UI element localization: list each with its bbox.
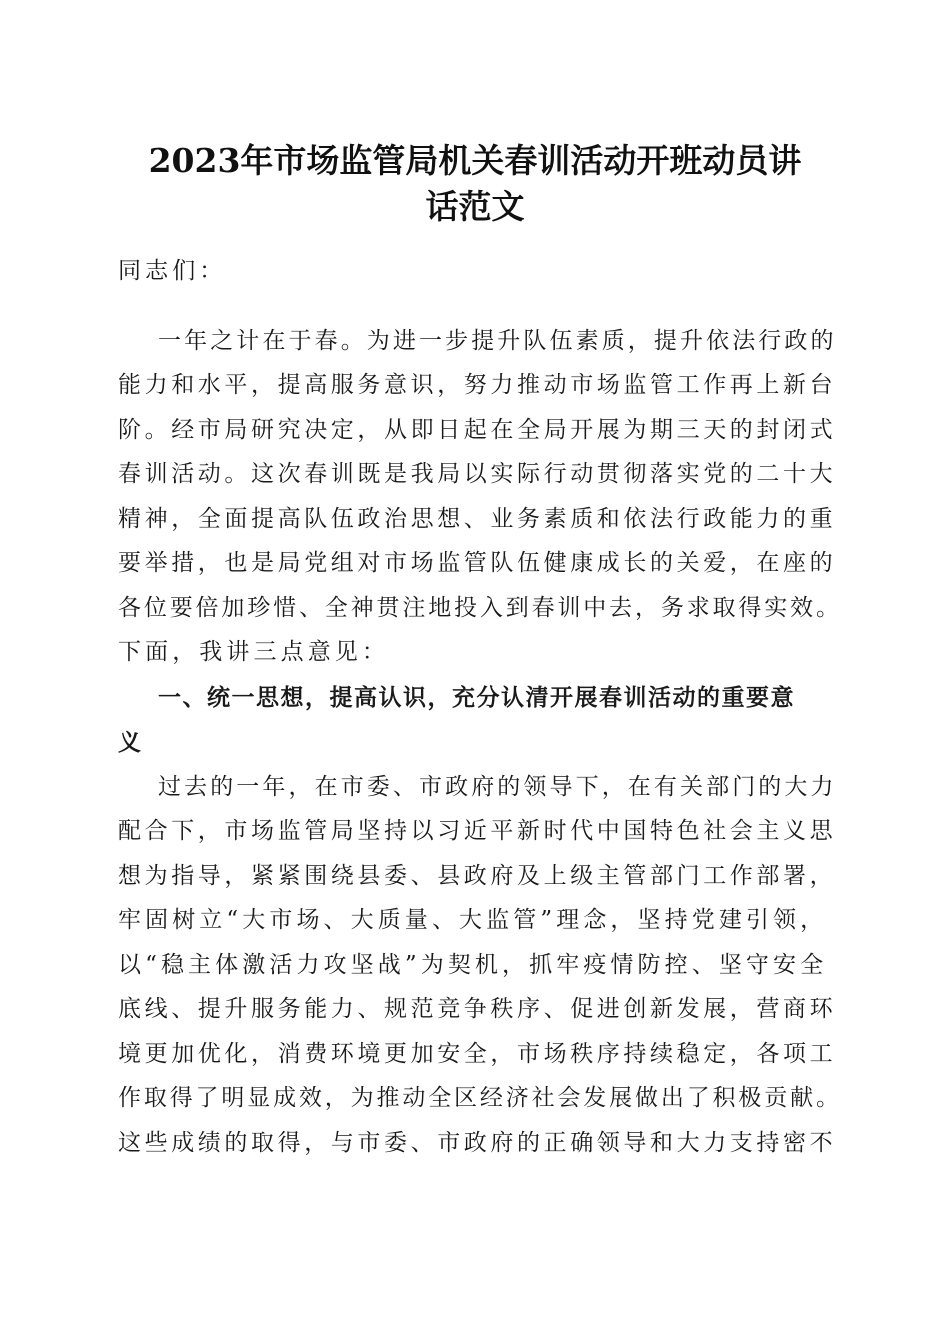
paragraph-1-line-5: 精神，全面提高队伍政治思想、业务素质和依法行政能力的重 (118, 506, 837, 532)
section-heading-1-line-1: 一、统一思想，提高认识，充分认清开展春训活动的重要意 (158, 685, 795, 711)
paragraph-1-line-2: 能力和水平，提高服务意识，努力推动市场监管工作再上新台 (118, 372, 837, 398)
paragraph-1-line-7: 各位要倍加珍惜、全神贯注地投入到春训中去，务求取得实效。 (118, 595, 842, 621)
paragraph-2-line-7: 境更加优化，消费环境更加安全，市场秩序持续稳定，各项工 (118, 1041, 837, 1067)
section-heading-1-line-2: 义 (118, 730, 143, 756)
paragraph-2-line-9: 这些成绩的取得，与市委、市政府的正确领导和大力支持密不 (118, 1130, 837, 1156)
paragraph-2-line-5: 以“稳主体激活力攻坚战”为契机，抓牢疫情防控、坚守安全 (118, 952, 828, 978)
paragraph-1-line-4: 春训活动。这次春训既是我局以实际行动贯彻落实党的二十大 (118, 461, 837, 487)
paragraph-2-line-1: 过去的一年，在市委、市政府的领导下，在有关部门的大力 (158, 774, 837, 800)
paragraph-1-line-3: 阶。经市局研究决定，从即日起在全局开展为期三天的封闭式 (118, 417, 837, 443)
paragraph-2-line-2: 配合下，市场监管局坚持以习近平新时代中国特色社会主义思 (118, 818, 837, 844)
paragraph-2-line-6: 底线、提升服务能力、规范竞争秩序、促进创新发展，营商环 (118, 996, 837, 1022)
paragraph-1-line-8: 下面，我讲三点意见： (118, 639, 389, 665)
paragraph-2-line-8: 作取得了明显成效，为推动全区经济社会发展做出了积极贡献。 (118, 1085, 842, 1111)
paragraph-1-line-1: 一年之计在于春。为进一步提升队伍素质，提升依法行政的 (158, 328, 837, 354)
title-line-2: 话范文 (425, 187, 525, 226)
paragraph-2-line-3: 想为指导，紧紧围绕县委、县政府及上级主管部门工作部署， (118, 863, 837, 889)
paragraph-2-line-4: 牢固树立“大市场、大质量、大监管”理念，坚持党建引领， (118, 907, 828, 933)
title-line-1: 2023年市场监管局机关春训活动开班动员讲 (148, 141, 802, 180)
salutation: 同志们： (118, 258, 227, 284)
document-title (100, 138, 850, 230)
paragraph-1-line-6: 要举措，也是局党组对市场监管队伍健康成长的关爱，在座的 (118, 550, 837, 576)
